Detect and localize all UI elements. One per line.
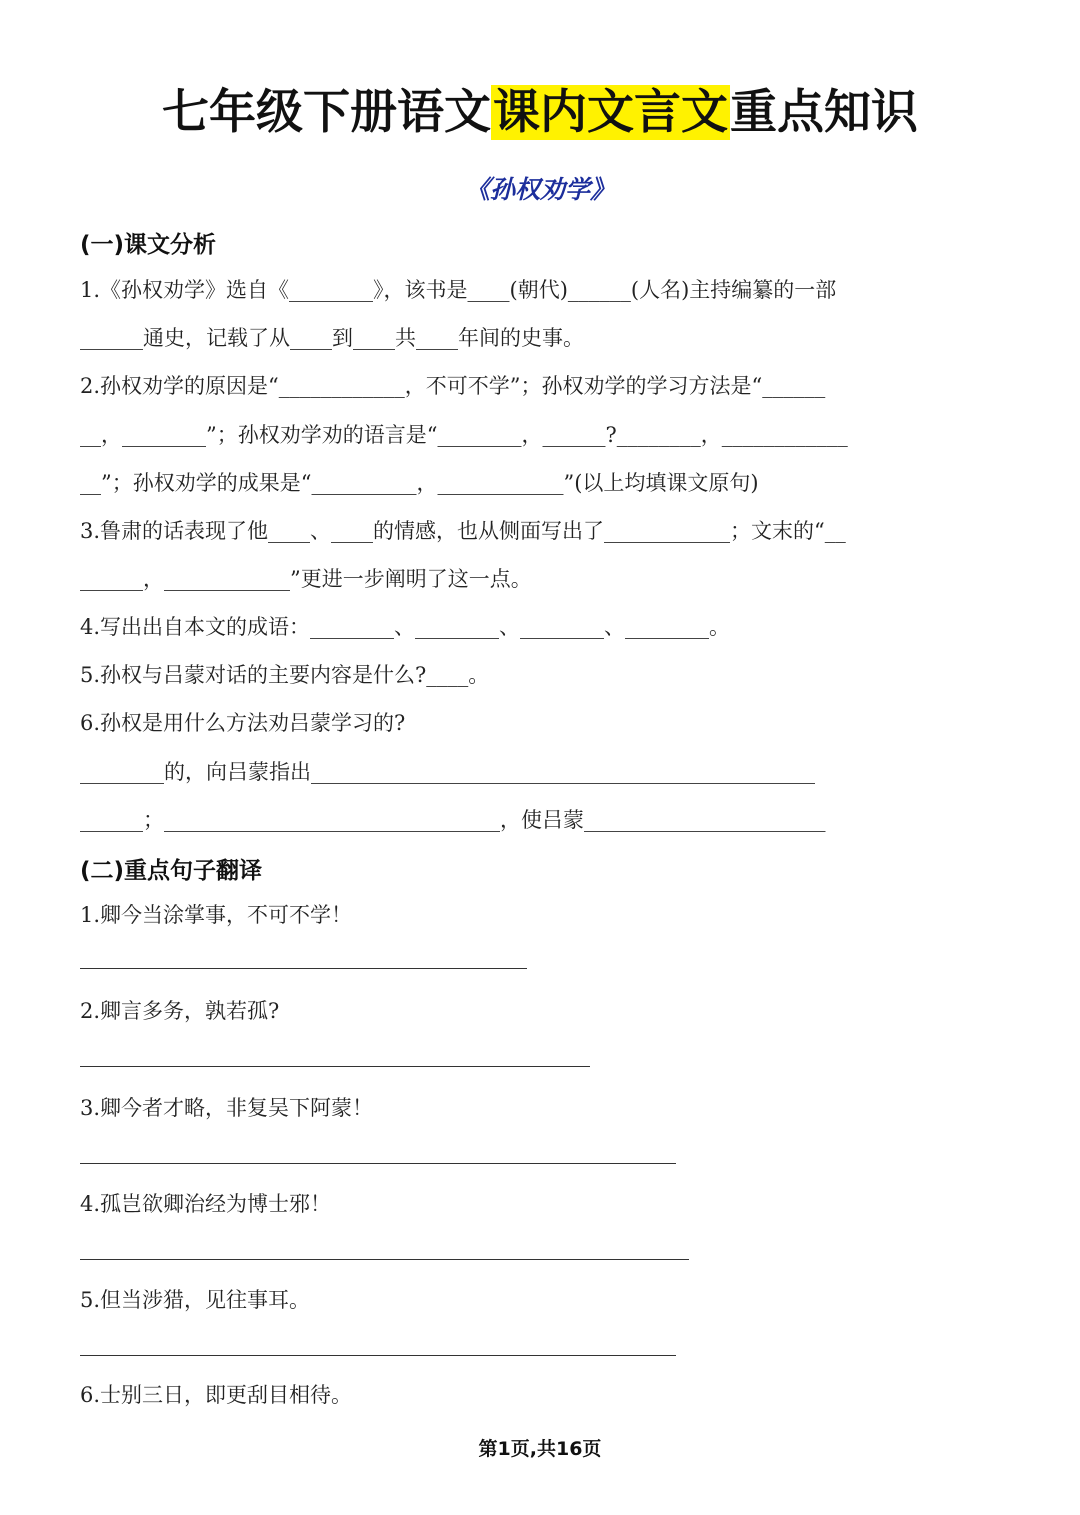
question-line: 5.孙权与吕蒙对话的主要内容是什么?____。: [80, 663, 490, 687]
translation-sentence: 4.孤岂欲卿治经为博士邪！: [80, 1192, 332, 1216]
answer-line[interactable]: [80, 1355, 676, 1356]
translation-sentence: 5.但当涉猎，见往事耳。: [80, 1288, 311, 1312]
translation-sentence: 2.卿言多务，孰若孤?: [80, 999, 280, 1023]
question-line: ______，____________”更进一步阐明了这一点。: [80, 567, 532, 591]
question-line: 1.《孙权劝学》选自《________》，该书是____(朝代)______(人名)主持编纂的一部: [80, 278, 837, 302]
question-line: ______；________________________________，使吕蒙_______________________: [80, 808, 826, 832]
answer-line[interactable]: [80, 1163, 676, 1164]
lesson-title: 《孙权劝学》: [464, 175, 615, 204]
question-line: 3.鲁肃的话表现了他____、____的情感，也从侧面写出了____________；文末的“__: [80, 519, 846, 543]
answer-line[interactable]: [80, 1259, 689, 1260]
page-title: [0, 78, 1080, 148]
question-line: __”；孙权劝学的成果是“__________，____________”(以上均填课文原句): [80, 471, 759, 495]
translation-sentence: 1.卿今当涂掌事，不可不学！: [80, 903, 353, 927]
page-number: 第1页,共16页: [478, 1438, 602, 1460]
section-heading-translation: (二)重点句子翻译: [80, 858, 263, 884]
answer-line[interactable]: [80, 968, 527, 969]
question-line: 2.孙权劝学的原因是“____________，不可不学”；孙权劝学的学习方法是“______: [80, 374, 826, 398]
question-line: 6.孙权是用什么方法劝吕蒙学习的?: [80, 711, 406, 735]
title-prefix: 七年级下册语文: [162, 85, 491, 140]
translation-sentence: 6.士别三日，即更刮目相待。: [80, 1383, 353, 1407]
question-line: ______通史，记载了从____到____共____年间的史事。: [80, 326, 584, 350]
translation-sentence: 3.卿今者才略，非复吴下阿蒙！: [80, 1096, 374, 1120]
question-line: __，________”；孙权劝学劝的语言是“________，______?________，____________: [80, 423, 848, 447]
title-highlight: 课内文言文: [493, 85, 728, 140]
title-suffix: 重点知识: [730, 85, 918, 140]
question-line: 4.写出出自本文的成语：________、________、________、________。: [80, 615, 731, 639]
question-line: ________的，向吕蒙指出________________________________________________: [80, 760, 815, 784]
answer-line[interactable]: [80, 1066, 590, 1067]
section-heading-analysis: (一)课文分析: [80, 232, 217, 258]
